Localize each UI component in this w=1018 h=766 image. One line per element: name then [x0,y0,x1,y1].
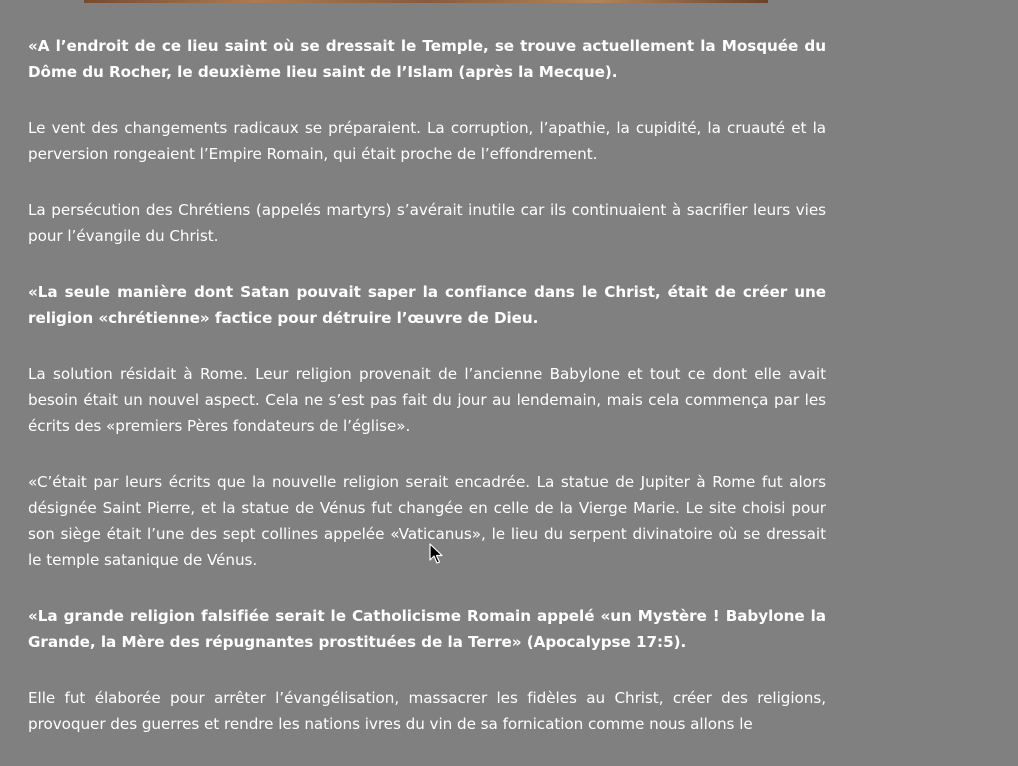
article-paragraph: «A l’endroit de ce lieu saint où se dressait le Temple, se trouve actuellement la Mosquée du Dôme du Rocher, le deuxième lieu saint de l’Islam (après la Mecque). [28,37,826,81]
article-paragraph: «La seule manière dont Satan pouvait saper la confiance dans le Christ, était de créer une religion «chrétienne» factice pour détruire l’œuvre de Dieu. [28,283,826,327]
article-paragraph: La persécution des Chrétiens (appelés martyrs) s’avérait inutile car ils continuaient à sacrifier leurs vies pour l’évangile du Christ. [28,201,826,245]
article-paragraph: «La grande religion falsifiée serait le Catholicisme Romain appelé «un Mystère ! Babylone la Grande, la Mère des répugnantes prostituées de la Terre» (Apocalypse 17:5). [28,607,826,651]
article-body [28,33,826,766]
article-paragraph: Le vent des changements radicaux se préparaient. La corruption, l’apathie, la cupidité, la cruauté et la perversion rongeaient l’Empire Romain, qui était proche de l’effondrement. [28,119,826,163]
article-paragraph: «C’était par leurs écrits que la nouvelle religion serait encadrée. La statue de Jupiter à Rome fut alors désignée Saint Pierre, et la statue de Vénus fut changée en celle de la Vierge Marie. Le site choisi pour son siège était l’une des sept collines appelée «Vaticanus», le lieu du serpent divinatoire où se dressait le temple satanique de Vénus. [28,473,826,569]
article-paragraph: La solution résidait à Rome. Leur religion provenait de l’ancienne Babylone et tout ce dont elle avait besoin était un nouvel aspect. Cela ne s’est pas fait du jour au lendemain, mais cela commença par les écrits des «premiers Pères fondateurs de l’église». [28,365,826,435]
mouse-pointer-icon [429,543,443,565]
article-paragraph: Elle fut élaborée pour arrêter l’évangélisation, massacrer les fidèles au Christ, créer des religions, provoquer des guerres et rendre les nations ivres du vin de sa fornication comme nous allons le [28,689,826,733]
article-header-image [84,0,768,3]
